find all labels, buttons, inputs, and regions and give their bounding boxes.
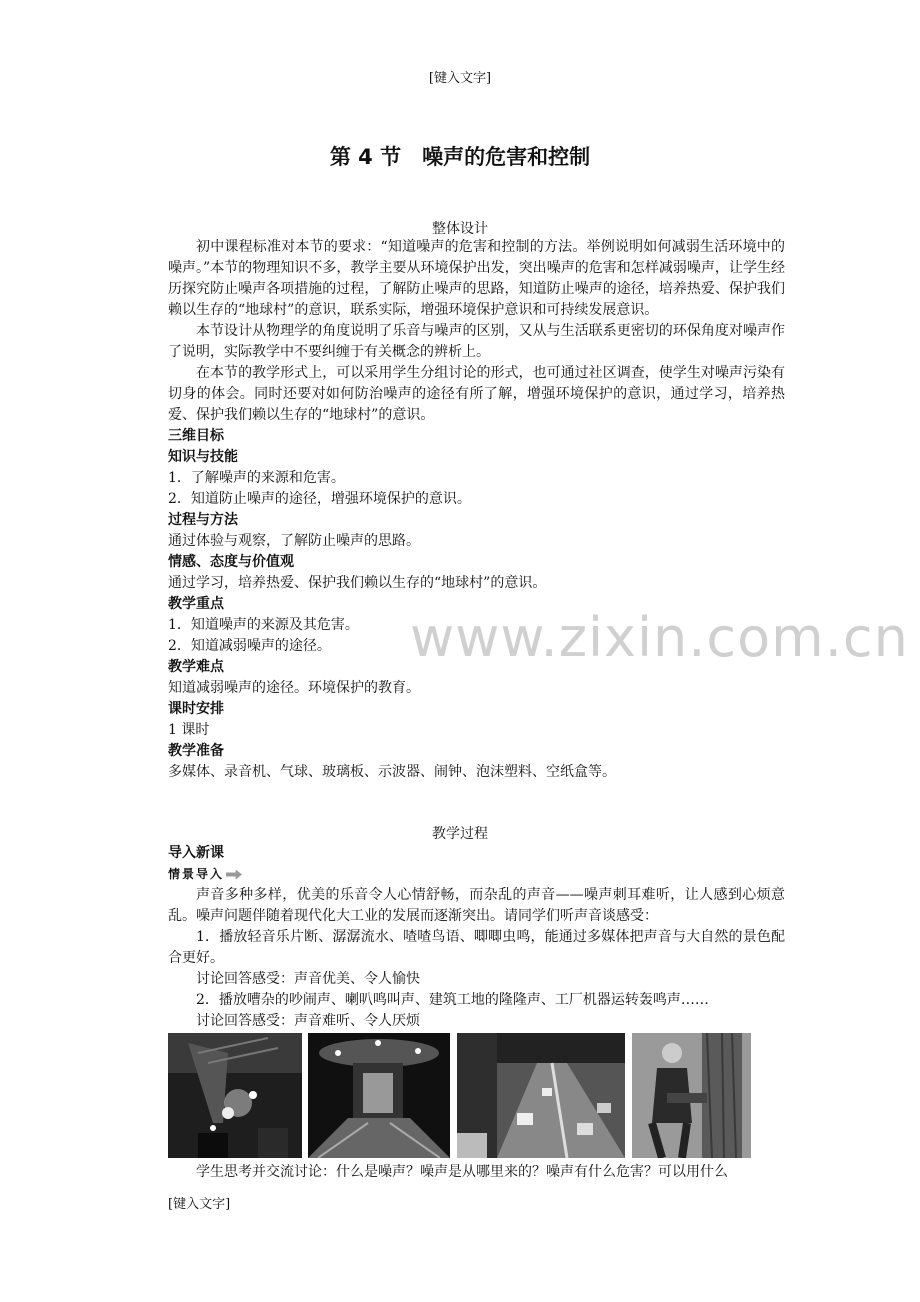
paragraph: 本节设计从物理学的角度说明了乐音与噪声的区别，又从与生活联系更密切的环保角度对噪声作了说明，实际教学中不要纠缠于有关概念的辨析上。 [168,323,785,360]
goals-heading: 三维目标 [168,428,224,444]
process-heading: 过程与方法 [168,512,238,528]
intro-tag-label: 情景导入 [168,867,225,881]
paragraph: 在本节的教学形式上，可以采用学生分组讨论的形式，也可通过社区调查，使学生对噪声污染有切身的体会。同时还要对如何防治噪声的途径有所了解，增强环境保护的意识，通过学习，培养热爱、保护我们赖以生存的“地球村”的意识。 [168,365,785,423]
intro-heading: 导入新课 [168,845,224,861]
paragraph: 讨论回答感受：声音难听、令人厌烦 [196,1013,420,1029]
section-design-body [168,237,785,783]
prep-heading: 教学准备 [168,743,224,759]
paragraph: 学生思考并交流讨论：什么是噪声？噪声是从哪里来的？噪声有什么危害？可以用什么 [196,1164,728,1180]
list-item: 1．了解噪声的来源和危害。 [168,470,345,486]
emotion-text: 通过学习，培养热爱、保护我们赖以生存的“地球村”的意识。 [168,575,547,591]
paragraph: 初中课程标准对本节的要求：“知道噪声的危害和控制的方法。举例说明如何减弱生活环境中的噪声。”本节的物理知识不多，教学主要从环境保护出发，突出噪声的危害和怎样减弱噪声，让学生经历探究防止噪声各项措施的过程，了解防止噪声的思路，知道防止噪声的途径，培养热爱、保护我们赖以生存的“地球村”的意识，联系实际，增强环境保护意识和可持续发展意识。 [168,239,785,318]
section-heading-design: 整体设计 [432,221,488,237]
list-item: 2．知道减弱噪声的途径。 [168,638,331,654]
chainsaw-worker-photo [632,1033,751,1158]
page-footer: [键入文字] [168,1197,231,1212]
schedule-text: 1 课时 [168,722,210,738]
knowledge-heading: 知识与技能 [168,449,238,465]
list-item: 1．知道噪声的来源及其危害。 [168,617,359,633]
page-title: 第 4 节 噪声的危害和控制 [329,145,591,169]
difficulty-text: 知道减弱噪声的途径。环境保护的教育。 [168,680,420,696]
paragraph: 声音多种多样，优美的乐音令人心情舒畅，而杂乱的声音——噪声刺耳难听，让人感到心烦意乱。噪声问题伴随着现代化大工业的发展而逐渐突出。请同学们听声音谈感受： [168,887,785,924]
section-heading-process: 教学过程 [432,826,488,842]
section-process-tail [168,1162,785,1183]
emotion-heading: 情感、态度与价值观 [168,554,294,570]
highway-traffic-photo [457,1033,625,1158]
prep-text: 多媒体、录音机、气球、玻璃板、示波器、闹钟、泡沫塑料、空纸盒等。 [168,764,616,780]
process-text: 通过体验与观察，了解防止噪声的思路。 [168,533,420,549]
paragraph: 1．播放轻音乐片断、潺潺流水、喳喳鸟语、唧唧虫鸣，能通过多媒体把声音与大自然的景色配合更好。 [168,929,785,966]
difficulty-heading: 教学难点 [168,659,224,675]
watermark: www.zixin.com.cn [410,606,909,669]
paragraph: 2．播放嘈杂的吵闹声、喇叭鸣叫声、建筑工地的隆隆声、工厂机器运转轰鸣声…… [196,992,709,1008]
intro-tag [168,867,242,881]
key-heading: 教学重点 [168,596,224,612]
list-item: 2．知道防止噪声的途径，增强环境保护的意识。 [168,491,471,507]
schedule-heading: 课时安排 [168,701,224,717]
construction-site-photo [168,1033,302,1158]
paragraph: 讨论回答感受：声音优美、令人愉快 [196,971,420,987]
section-process-body [168,843,785,1032]
arrow-right-icon [226,870,242,880]
noise-photo-strip [168,1033,751,1158]
disco-hall-photo [308,1033,450,1158]
page-header: [键入文字] [428,71,492,86]
